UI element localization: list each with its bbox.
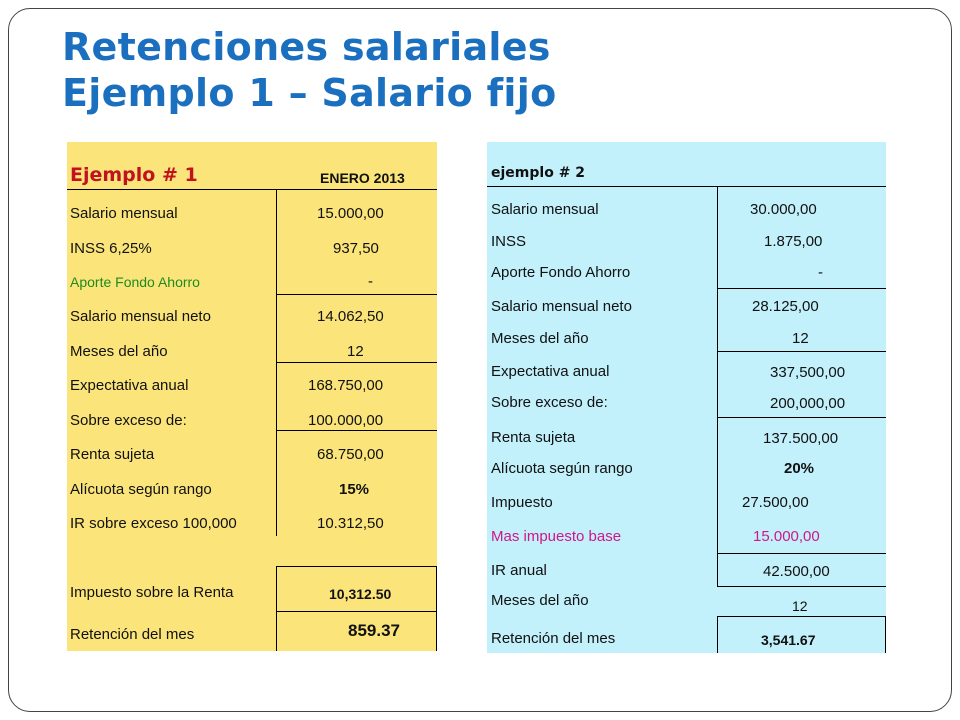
- ej2-label: Salario mensual neto: [491, 298, 632, 315]
- title-line-1: Retenciones salariales: [62, 25, 551, 69]
- ejemplo-1-title: Ejemplo # 1: [70, 164, 198, 186]
- ej2-label: INSS: [491, 233, 527, 250]
- ej1-label: Sobre exceso de:: [70, 412, 187, 429]
- ej1-label: INSS 6,25%: [70, 240, 152, 257]
- ej1-value: 168.750,00: [308, 377, 384, 394]
- row-divider: [717, 417, 886, 418]
- ej2-value: 15.000,00: [753, 528, 820, 545]
- ejemplo-1-table: [67, 142, 437, 651]
- ej2-label: Alícuota según rango: [491, 460, 633, 477]
- row-divider: [276, 430, 437, 431]
- slide-title: [62, 24, 556, 116]
- ej1-value: 14.062,50: [317, 308, 384, 325]
- ej2-label: Meses del año: [491, 330, 589, 347]
- ej1-label: Alícuota según rango: [70, 481, 212, 498]
- ej2-value: 337,500,00: [770, 364, 846, 381]
- ej2-value: 200,000,00: [770, 395, 846, 412]
- total-divider: [717, 586, 886, 587]
- total-divider: [276, 566, 437, 567]
- ej2-label: Meses del año: [491, 592, 589, 609]
- column-divider: [276, 362, 277, 430]
- ej1-label: Salario mensual neto: [70, 308, 211, 325]
- ej1-label: Impuesto sobre la Renta: [70, 584, 234, 601]
- ej1-retention: 859.37: [348, 621, 400, 640]
- ej1-value: 15.000,00: [317, 205, 384, 222]
- column-divider: [717, 417, 718, 553]
- subtotal-divider: [717, 288, 886, 289]
- ej1-value: 12: [347, 343, 364, 360]
- ejemplo-2-table: [487, 142, 886, 653]
- ej2-label: Impuesto: [491, 494, 553, 511]
- row-divider: [717, 351, 886, 352]
- ej2-label: Retención del mes: [491, 630, 616, 647]
- ej1-label: Meses del año: [70, 343, 168, 360]
- ej2-value: 27.500,00: [742, 494, 809, 511]
- ej2-retention: 3,541.67: [761, 632, 816, 648]
- ej2-label: Expectativa anual: [491, 363, 610, 380]
- ej1-value: 15%: [339, 481, 370, 498]
- ej2-label: Salario mensual: [491, 201, 599, 218]
- header-divider: [67, 189, 437, 190]
- total-divider: [717, 616, 886, 617]
- ej2-value: 137.500,00: [763, 430, 839, 447]
- column-divider: [885, 616, 886, 653]
- ej2-value: -: [818, 264, 823, 281]
- ej2-value: 12: [792, 330, 809, 347]
- ej2-value: 1.875,00: [764, 233, 823, 250]
- ej1-label: Retención del mes: [70, 626, 195, 643]
- ej2-value: 42.500,00: [763, 563, 830, 580]
- title-line-2: Ejemplo 1 – Salario fijo: [62, 71, 557, 115]
- ejemplo-2-title: ejemplo # 2: [491, 165, 586, 181]
- column-divider: [276, 566, 277, 651]
- column-divider: [717, 616, 718, 653]
- ej1-total: 10,312.50: [329, 586, 392, 602]
- row-divider: [276, 362, 437, 363]
- column-divider: [276, 294, 277, 362]
- ej1-label: IR sobre exceso 100,000: [70, 515, 237, 532]
- ej2-value: 28.125,00: [752, 298, 819, 315]
- ej1-label: Expectativa anual: [70, 377, 189, 394]
- ej2-label: Sobre exceso de:: [491, 394, 608, 411]
- ej1-label: Renta sujeta: [70, 446, 155, 463]
- ej1-label: Salario mensual: [70, 205, 178, 222]
- column-divider: [717, 288, 718, 351]
- column-divider: [436, 566, 437, 651]
- ej1-label: Aporte Fondo Ahorro: [70, 274, 200, 290]
- total-divider: [717, 553, 886, 554]
- ej1-value: 100.000,00: [308, 412, 384, 429]
- column-divider: [717, 351, 718, 417]
- ej1-value: 68.750,00: [317, 446, 384, 463]
- ej2-label: Mas impuesto base: [491, 528, 622, 545]
- ej2-label: Renta sujeta: [491, 429, 576, 446]
- ej2-label: Aporte Fondo Ahorro: [491, 264, 631, 281]
- ej2-value: 12: [792, 598, 808, 614]
- ej1-value: 937,50: [333, 240, 379, 257]
- ejemplo-1-period: ENERO 2013: [320, 170, 405, 186]
- column-divider: [276, 430, 277, 536]
- column-divider: [717, 553, 718, 586]
- ej1-value: 10.312,50: [317, 515, 384, 532]
- ej2-value: 20%: [784, 460, 815, 477]
- ej2-label: IR anual: [491, 562, 547, 579]
- total-divider: [276, 611, 437, 612]
- column-divider: [717, 186, 718, 288]
- subtotal-divider: [276, 294, 437, 295]
- column-divider: [276, 189, 277, 294]
- header-divider: [487, 186, 886, 187]
- ej1-value: -: [368, 273, 373, 290]
- ej2-value: 30.000,00: [750, 201, 817, 218]
